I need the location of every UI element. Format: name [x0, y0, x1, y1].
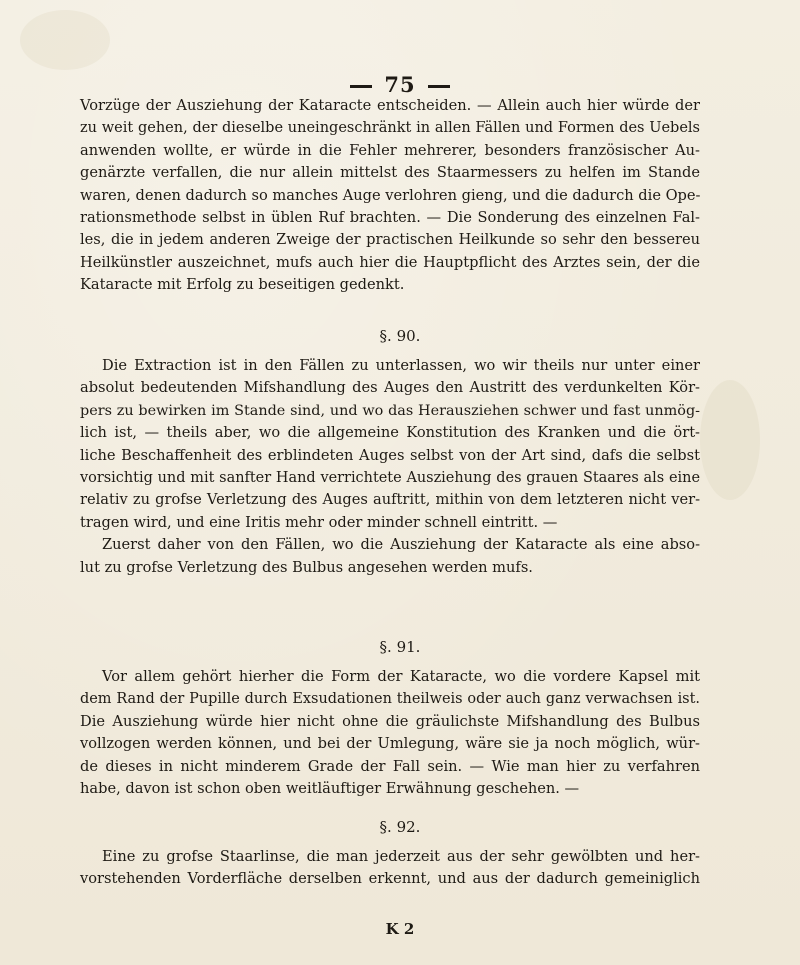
paragraph-90: [80, 355, 700, 579]
section-heading-90: §. 90.: [379, 327, 421, 345]
text-line: zu weit gehen, der dieselbe uneingeschränkt in allen Fällen und Formen des Uebels: [80, 120, 700, 137]
text-line: les, die in jedem anderen Zweige der practischen Heilkunde so sehr den bessereu: [80, 231, 700, 249]
text-line: vorsichtig und mit sanfter Hand verrichtete Ausziehung des grauen Staares als eine: [80, 470, 700, 487]
text-line: absolut bedeutenden Mifshandlung des Auges den Austritt des verdunkelten Kör-: [80, 379, 700, 397]
text-line: pers zu bewirken im Stande sind, und wo das Herausziehen schwer und fast unmög-: [80, 402, 700, 419]
text-line: vorstehenden Vorderfläche derselben erkennt, und aus der dadurch gemeiniglich: [80, 870, 700, 888]
text-line: liche Beschaffenheit des erblindeten Auges selbst von der Art sind, dafs die selbst: [80, 446, 700, 464]
text-line: lich ist, — theils aber, wo die allgemeine Konstitution des Kranken und die ört-: [80, 424, 700, 442]
paper-stain: [700, 380, 760, 500]
text-line: habe, davon ist schon oben weitläuftiger Erwähnung geschehen. —: [80, 780, 580, 798]
text-line: relativ zu grofse Verletzung des Auges auftritt, mithin von dem letzteren nicht ver-: [80, 491, 700, 509]
text-line: Vor allem gehört hierher die Form der Kataracte, wo die vordere Kapsel mit: [102, 668, 700, 685]
section-heading-91: §. 91.: [379, 638, 421, 656]
text-line: de dieses in nicht minderem Grade der Fall sein. — Wie man hier zu verfahren: [80, 757, 700, 775]
text-line: rationsmethode selbst in üblen Ruf brachten. — Die Sonderung des einzelnen Fal-: [80, 209, 700, 227]
header-dash-right: [428, 85, 450, 88]
text-line: tragen wird, und eine Iritis mehr oder minder schnell eintritt. —: [80, 513, 558, 531]
text-line: Kataracte mit Erfolg zu beseitigen gedenkt.: [80, 276, 405, 294]
section-heading-92: §. 92.: [379, 818, 421, 836]
text-line: Zuerst daher von den Fällen, wo die Ausziehung der Kataracte als eine abso-: [102, 536, 700, 554]
page-number: 75: [384, 72, 416, 97]
text-line: genärzte verfallen, die nur allein mittelst des Staarmessers zu helfen im Stande: [80, 164, 700, 182]
header-dash-left: [350, 85, 372, 88]
text-line: Eine zu grofse Staarlinse, die man jederzeit aus der sehr gewölbten und her-: [102, 848, 700, 865]
paragraph-91: [80, 666, 700, 800]
text-line: waren, denen dadurch so manches Auge verlohren gieng, und die dadurch die Ope-: [80, 186, 701, 204]
text-line: Heilkünstler auszeichnet, mufs auch hier die Hauptpflicht des Arztes sein, der die: [80, 253, 700, 271]
text-line: lut zu grofse Verletzung des Bulbus angesehen werden mufs.: [80, 558, 533, 576]
text-line: Die Ausziehung würde hier nicht ohne die gräulichste Mifshandlung des Bulbus: [80, 712, 700, 730]
text-line: vollzogen werden können, und bei der Umlegung, wäre sie ja noch möglich, wür-: [80, 735, 700, 753]
sheet-signature: K 2: [385, 920, 415, 938]
text-line: Vorzüge der Ausziehung der Kataracte entscheiden. — Allein auch hier würde der: [80, 97, 700, 114]
paper-stain: [20, 10, 110, 70]
page-header: [0, 72, 800, 97]
paragraph-92: [80, 846, 700, 891]
text-line: dem Rand der Pupille durch Exsudationen theilweis oder auch ganz verwachsen ist.: [80, 691, 700, 708]
paragraph-intro: [80, 95, 700, 297]
text-line: Die Extraction ist in den Fällen zu unterlassen, wo wir theils nur unter einer: [102, 357, 700, 374]
text-line: anwenden wollte, er würde in die Fehler mehrerer, besonders französischer Au-: [80, 141, 700, 159]
